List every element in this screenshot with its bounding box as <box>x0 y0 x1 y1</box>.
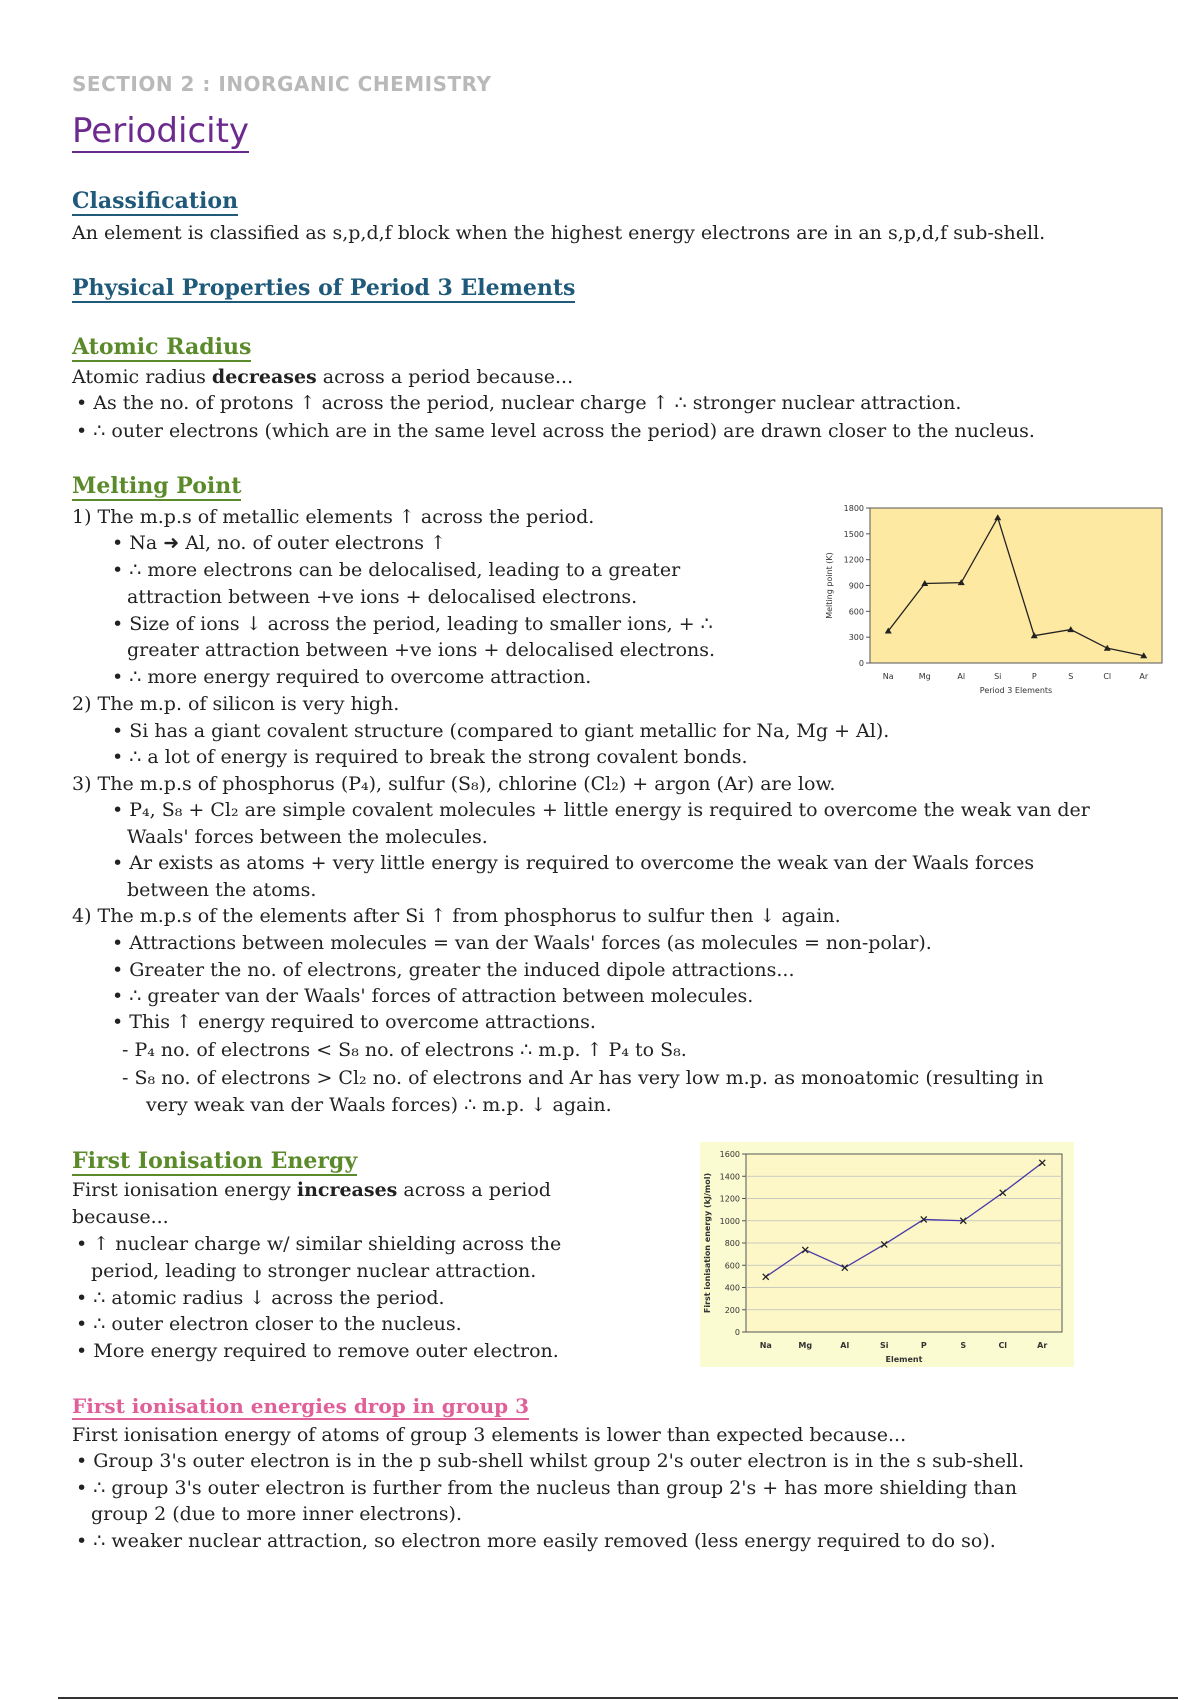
mp-subpoint: - P₄ no. of electrons < S₈ no. of electrons ∴ m.p. ↑ P₄ to S₈. <box>122 1039 687 1061</box>
ionisation-energy-chart <box>700 1142 1074 1367</box>
x-tick-label: Cl <box>998 1341 1008 1350</box>
y-tick-label: 400 <box>724 1283 740 1293</box>
ionisation-intro: First ionisation energy increases across a period <box>72 1179 551 1201</box>
physical-heading: Physical Properties of Period 3 Elements <box>72 275 575 303</box>
mp-bullet: • ∴ a lot of energy is required to break the strong covalent bonds. <box>112 744 748 770</box>
x-tick-label: Cl <box>1103 672 1112 681</box>
x-axis-label: Element <box>885 1355 923 1364</box>
mp-bullet: • P₄, S₈ + Cl₂ are simple covalent molecules + little energy is required to overcome the weak van der <box>112 797 1090 823</box>
mp-bullet: • ∴ more energy required to overcome attraction. <box>112 664 591 690</box>
x-tick-label: S <box>1068 672 1074 681</box>
mp-bullet: • Si has a giant covalent structure (compared to giant metallic for Na, Mg + Al). <box>112 718 889 744</box>
y-tick-label: 1400 <box>719 1172 740 1182</box>
y-tick-label: 1500 <box>843 529 864 539</box>
y-tick-label: 600 <box>724 1261 740 1271</box>
group3-bullet-cont: group 2 (due to more inner electrons). <box>91 1503 463 1525</box>
mp-bullet-cont: greater attraction between +ve ions + delocalised electrons. <box>127 639 716 661</box>
mp-point-1: 1) The m.p.s of metallic elements ↑ across the period. <box>72 506 595 528</box>
ionisation-bullet: • ∴ atomic radius ↓ across the period. <box>76 1285 445 1311</box>
mp-point-4: 4) The m.p.s of the elements after Si ↑ from phosphorus to sulfur then ↓ again. <box>72 905 841 927</box>
y-tick-label: 900 <box>848 581 864 591</box>
y-tick-label: 200 <box>724 1305 740 1315</box>
mp-bullet: • Greater the no. of electrons, greater the induced dipole attractions... <box>112 957 794 983</box>
mp-bullet: • Ar exists as atoms + very little energy is required to overcome the weak van der Waals forces <box>112 850 1034 876</box>
group3-heading: First ionisation energies drop in group 3 <box>72 1394 530 1418</box>
mp-subpoint-cont: very weak van der Waals forces) ∴ m.p. ↓ again. <box>146 1094 612 1116</box>
x-tick-label: Al <box>840 1341 850 1350</box>
ionisation-heading: First Ionisation Energy <box>72 1148 357 1176</box>
mp-bullet: • ∴ greater van der Waals' forces of attraction between molecules. <box>112 983 753 1009</box>
melting-point-heading: Melting Point <box>72 473 241 501</box>
y-tick-label: 0 <box>734 1328 740 1337</box>
x-tick-label: Al <box>957 672 966 681</box>
x-tick-label: Na <box>882 672 894 681</box>
y-tick-label: 0 <box>858 659 864 668</box>
x-axis-label: Period 3 Elements <box>979 686 1053 695</box>
y-tick-label: 1200 <box>719 1194 740 1204</box>
y-tick-label: 1600 <box>719 1150 740 1159</box>
mp-bullet: • Na ➜ Al, no. of outer electrons ↑ <box>112 530 446 556</box>
x-tick-label: Si <box>879 1341 889 1350</box>
group3-bullet: • ∴ group 3's outer electron is further from the nucleus than group 2's + has more shielding than <box>76 1475 1017 1501</box>
y-tick-label: 1000 <box>719 1216 740 1226</box>
section-label: SECTION 2 : INORGANIC CHEMISTRY <box>72 72 492 96</box>
mp-point-2: 2) The m.p. of silicon is very high. <box>72 693 400 715</box>
mp-bullet: • Attractions between molecules = van der Waals' forces (as molecules = non-polar). <box>112 930 932 956</box>
classification-text: An element is classified as s,p,d,f block when the highest energy electrons are in an s,p,d,f sub-shell. <box>72 222 1046 244</box>
mp-subpoint: - S₈ no. of electrons > Cl₂ no. of electrons and Ar has very low m.p. as monoatomic (resulting in <box>122 1067 1044 1089</box>
classification-heading: Classification <box>72 188 238 216</box>
group3-bullet: • ∴ weaker nuclear attraction, so electron more easily removed (less energy required to do so). <box>76 1528 996 1554</box>
y-tick-label: 800 <box>724 1239 740 1248</box>
y-axis-label: First ionisation energy (kJ/mol) <box>703 1172 712 1314</box>
ionisation-bullet: • More energy required to remove outer electron. <box>76 1338 559 1364</box>
ionisation-bullet-cont: period, leading to stronger nuclear attraction. <box>91 1260 537 1282</box>
mp-bullet-cont: between the atoms. <box>127 879 317 901</box>
melting-point-chart <box>820 500 1165 700</box>
x-tick-label: P <box>920 1341 927 1350</box>
atomic-radius-bullet: • ∴ outer electrons (which are in the same level across the period) are drawn closer to the nucleus. <box>76 418 1035 444</box>
y-tick-label: 1800 <box>843 504 864 513</box>
mp-bullet: • Size of ions ↓ across the period, leading to smaller ions, + ∴ <box>112 611 713 637</box>
plot-area <box>870 508 1162 663</box>
group3-intro: First ionisation energy of atoms of group 3 elements is lower than expected because... <box>72 1424 907 1446</box>
x-tick-label: Mg <box>798 1341 813 1350</box>
mp-bullet: • This ↑ energy required to overcome attractions. <box>112 1009 596 1035</box>
y-tick-label: 300 <box>848 633 864 643</box>
x-tick-label: Ar <box>1037 1341 1048 1350</box>
x-tick-label: P <box>1031 672 1037 681</box>
atomic-radius-bullet: • As the no. of protons ↑ across the period, nuclear charge ↑ ∴ stronger nuclear attraction. <box>76 390 961 416</box>
mp-bullet-cont: Waals' forces between the molecules. <box>127 826 488 848</box>
mp-bullet-cont: attraction between +ve ions + delocalised electrons. <box>127 586 638 608</box>
x-tick-label: Si <box>994 672 1002 681</box>
x-tick-label: Ar <box>1139 672 1149 681</box>
ionisation-intro-cont: because... <box>72 1206 169 1228</box>
x-tick-label: Mg <box>918 672 931 681</box>
ionisation-bullet: • ∴ outer electron closer to the nucleus. <box>76 1311 462 1337</box>
group3-bullet: • Group 3's outer electron is in the p sub-shell whilst group 2's outer electron is in the s sub-shell. <box>76 1448 1024 1474</box>
page-title: Periodicity <box>72 112 249 153</box>
x-tick-label: S <box>960 1341 967 1350</box>
mp-bullet: • ∴ more electrons can be delocalised, leading to a greater <box>112 557 680 583</box>
mp-point-3: 3) The m.p.s of phosphorus (P₄), sulfur (S₈), chlorine (Cl₂) + argon (Ar) are low. <box>72 773 836 795</box>
atomic-radius-intro: Atomic radius decreases across a period because... <box>72 366 574 388</box>
x-tick-label: Na <box>759 1341 772 1350</box>
ionisation-bullet: • ↑ nuclear charge w/ similar shielding across the <box>76 1231 561 1257</box>
y-tick-label: 600 <box>848 607 864 617</box>
y-tick-label: 1200 <box>843 555 864 565</box>
y-axis-label: Melting point (K) <box>825 552 834 619</box>
bottom-rule <box>58 1697 1178 1699</box>
atomic-radius-heading: Atomic Radius <box>72 334 251 362</box>
